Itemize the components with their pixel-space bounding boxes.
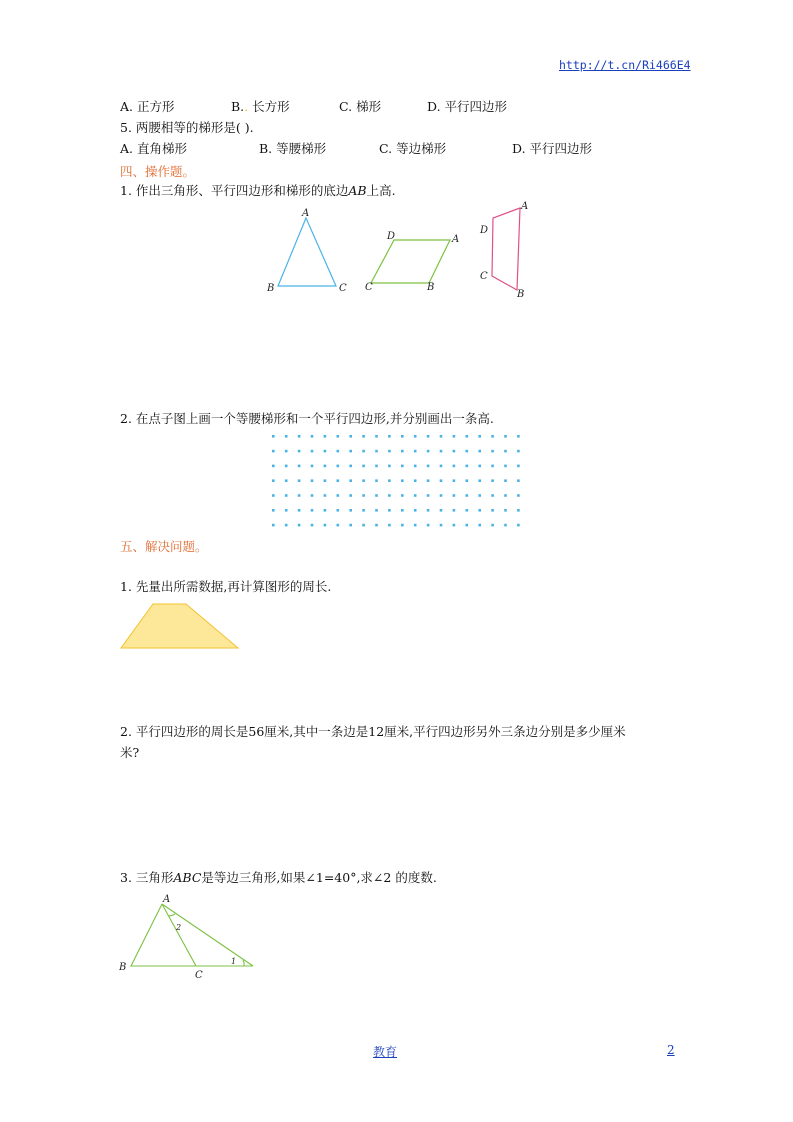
grid-dot — [440, 509, 443, 512]
grid-dot — [427, 435, 430, 438]
grid-dot — [401, 450, 404, 453]
grid-dot — [349, 509, 352, 512]
grid-dot — [491, 524, 494, 527]
grid-dot — [466, 524, 469, 527]
grid-dot — [298, 494, 301, 497]
grid-dot — [440, 479, 443, 482]
grid-dot — [388, 450, 391, 453]
grid-dot — [427, 509, 430, 512]
grid-dot — [414, 509, 417, 512]
grid-dot — [504, 479, 507, 482]
q3-text-end: 是等边三角形,如果∠1=40°,求∠2 的度数. — [201, 870, 437, 885]
section-5-q1: 1. 先量出所需数据,再计算图形的周长. — [120, 579, 332, 594]
grid-dot — [491, 509, 494, 512]
angle-2-arc — [168, 914, 175, 916]
diagonal-line — [162, 904, 253, 966]
label-parallelogram-b: B — [427, 282, 435, 293]
grid-dot — [337, 435, 340, 438]
grid-dot — [466, 479, 469, 482]
q3-text: 3. 三角形 — [120, 870, 174, 885]
grid-dot — [517, 450, 520, 453]
grid-dot — [478, 509, 481, 512]
parallelogram-dabc — [365, 231, 459, 293]
grid-dot — [478, 450, 481, 453]
label-trapezoid-b: B — [517, 289, 525, 300]
grid-dot — [478, 435, 481, 438]
grid-dot — [324, 479, 327, 482]
triangle-abc — [266, 208, 347, 294]
grid-dot — [517, 494, 520, 497]
grid-dot — [388, 494, 391, 497]
label-trapezoid-a: A — [521, 201, 529, 212]
grid-dot — [427, 465, 430, 468]
grid-dot — [414, 465, 417, 468]
grid-dot — [285, 479, 288, 482]
grid-dot — [375, 479, 378, 482]
grid-dot — [504, 494, 507, 497]
grid-dot — [375, 450, 378, 453]
grid-dot — [517, 465, 520, 468]
grid-dot — [298, 435, 301, 438]
grid-dot — [272, 509, 275, 512]
footer-link[interactable]: 教育 — [373, 1045, 398, 1059]
grid-dot — [414, 479, 417, 482]
grid-dot — [337, 509, 340, 512]
grid-dot — [272, 435, 275, 438]
grid-dot — [478, 524, 481, 527]
q4-option-b-text: 长方形 — [252, 99, 290, 114]
angle-1-arc — [243, 960, 244, 966]
grid-dot — [401, 524, 404, 527]
q5-option-b: B. 等腰梯形 — [259, 141, 327, 156]
grid-dot — [401, 479, 404, 482]
grid-dot — [375, 494, 378, 497]
grid-dot — [375, 524, 378, 527]
grid-dot — [298, 450, 301, 453]
q4-option-b: B.. 长方形 — [231, 99, 290, 114]
section-4-q2: 2. 在点子图上画一个等腰梯形和一个平行四边形,并分别画出一条高. — [120, 411, 494, 426]
label-fig3-c: C — [195, 970, 203, 980]
grid-dot — [349, 435, 352, 438]
section-5-q2-line2: 米? — [120, 745, 140, 760]
grid-dot — [349, 465, 352, 468]
grid-dot — [272, 450, 275, 453]
grid-dot — [285, 509, 288, 512]
grid-dot — [401, 509, 404, 512]
label-parallelogram-a: A — [452, 234, 460, 245]
grid-dot — [285, 435, 288, 438]
section-4-title: 四、操作题。 — [120, 164, 196, 179]
trapezoid-adcb — [479, 201, 528, 300]
grid-dot — [362, 479, 365, 482]
label-parallelogram-d: D — [387, 231, 396, 242]
section-4-q1 — [120, 183, 396, 199]
grid-dot — [517, 509, 520, 512]
grid-dot — [453, 465, 456, 468]
grid-dot — [324, 450, 327, 453]
grid-dot — [414, 450, 417, 453]
grid-dot — [298, 465, 301, 468]
grid-dot — [362, 465, 365, 468]
grid-dot — [311, 450, 314, 453]
grid-dot — [453, 435, 456, 438]
grid-dot — [491, 450, 494, 453]
grid-dot — [427, 524, 430, 527]
label-fig3-b: B — [119, 962, 127, 973]
grid-dot — [440, 450, 443, 453]
grid-dot — [504, 524, 507, 527]
figure-triangle-angles — [115, 890, 265, 980]
grid-dot — [285, 494, 288, 497]
grid-dot — [362, 450, 365, 453]
grid-dot — [324, 465, 327, 468]
section-5-q3 — [120, 870, 437, 886]
grid-dot — [427, 450, 430, 453]
grid-dot — [298, 524, 301, 527]
grid-dot — [466, 509, 469, 512]
grid-dot — [349, 450, 352, 453]
grid-dot — [491, 494, 494, 497]
grid-dot — [311, 524, 314, 527]
grid-dot — [324, 494, 327, 497]
grid-dot — [388, 435, 391, 438]
label-triangle-b: B — [267, 283, 275, 294]
grid-dot — [388, 465, 391, 468]
grid-dot — [311, 479, 314, 482]
grid-dot — [388, 524, 391, 527]
label-triangle-a: A — [302, 208, 310, 219]
grid-dot — [504, 465, 507, 468]
grid-dot — [388, 479, 391, 482]
grid-dot — [504, 509, 507, 512]
grid-dot — [453, 524, 456, 527]
grid-dot — [285, 450, 288, 453]
grid-dot — [337, 494, 340, 497]
grid-dot — [401, 494, 404, 497]
label-trapezoid-d: D — [480, 225, 489, 236]
q5-option-c: C. 等边梯形 — [379, 141, 447, 156]
grid-dot — [414, 524, 417, 527]
grid-dot — [401, 465, 404, 468]
grid-dot — [311, 494, 314, 497]
grid-dot — [466, 450, 469, 453]
grid-dot — [324, 509, 327, 512]
grid-dot — [440, 494, 443, 497]
yellow-trapezoid — [118, 600, 243, 652]
grid-dot — [491, 465, 494, 468]
grid-dot — [414, 494, 417, 497]
grid-dot — [491, 479, 494, 482]
grid-dot — [478, 494, 481, 497]
grid-dot — [324, 524, 327, 527]
grid-dot — [272, 465, 275, 468]
grid-dot — [414, 435, 417, 438]
grid-dot — [504, 435, 507, 438]
q4-option-a: A. 正方形 — [120, 99, 175, 114]
label-parallelogram-c: C — [365, 282, 373, 293]
grid-dot — [478, 465, 481, 468]
grid-dot — [504, 450, 507, 453]
label-angle-1: 1 — [231, 957, 237, 966]
page-number: 2 — [667, 1043, 675, 1057]
grid-dot — [388, 509, 391, 512]
label-triangle-c: C — [339, 283, 347, 294]
grid-dot — [311, 509, 314, 512]
grid-dot — [440, 435, 443, 438]
grid-dot — [349, 524, 352, 527]
grid-dot — [440, 524, 443, 527]
grid-dot — [453, 450, 456, 453]
grid-dot — [272, 524, 275, 527]
grid-dot — [324, 435, 327, 438]
grid-dot — [272, 479, 275, 482]
grid-dot — [466, 465, 469, 468]
grid-dot — [311, 435, 314, 438]
q3-variable: ABC — [173, 870, 202, 885]
grid-dot — [285, 465, 288, 468]
q1-variable: AB — [348, 183, 367, 198]
grid-dot — [453, 479, 456, 482]
grid-dot — [298, 479, 301, 482]
header-link[interactable]: http://t.cn/Ri466E4 — [559, 58, 691, 72]
grid-dot — [466, 494, 469, 497]
grid-dot — [311, 465, 314, 468]
q1-text-end: 上高. — [366, 183, 396, 198]
grid-dot — [298, 509, 301, 512]
grid-dot — [362, 435, 365, 438]
label-trapezoid-c: C — [480, 271, 488, 282]
grid-dot — [517, 435, 520, 438]
q5-question: 5. 两腰相等的梯形是( ). — [120, 120, 254, 135]
q1-text: 1. 作出三角形、平行四边形和梯形的底边 — [120, 183, 349, 198]
grid-dot — [349, 479, 352, 482]
grid-dot — [362, 509, 365, 512]
triangle-abc-lines — [131, 904, 196, 966]
q5-option-d: D. 平行四边形 — [512, 141, 593, 156]
grid-dot — [517, 524, 520, 527]
grid-dot — [375, 435, 378, 438]
grid-dot — [427, 494, 430, 497]
figure-shapes — [255, 200, 545, 305]
label-fig3-a: A — [163, 894, 171, 905]
grid-dot — [375, 465, 378, 468]
dot-grid — [268, 430, 526, 530]
grid-dot — [491, 435, 494, 438]
grid-dot — [440, 465, 443, 468]
q5-options — [120, 141, 680, 157]
q5-option-a: A. 直角梯形 — [120, 141, 187, 156]
grid-dot — [517, 479, 520, 482]
q4-option-d: D. 平行四边形 — [427, 99, 508, 114]
grid-dot — [427, 479, 430, 482]
grid-dot — [362, 524, 365, 527]
grid-dot — [478, 479, 481, 482]
grid-dot — [337, 524, 340, 527]
q4-options — [120, 99, 680, 115]
grid-dot — [466, 435, 469, 438]
grid-dot — [285, 524, 288, 527]
q4-option-c: C. 梯形 — [339, 99, 382, 114]
grid-dot — [453, 509, 456, 512]
grid-dot — [337, 479, 340, 482]
grid-dot — [375, 509, 378, 512]
grid-dot — [337, 465, 340, 468]
grid-dot — [349, 494, 352, 497]
grid-dot — [337, 450, 340, 453]
q4-option-b-letter: B. — [231, 99, 245, 114]
grid-dot — [362, 494, 365, 497]
section-5-title: 五、解决问题。 — [120, 539, 208, 554]
grid-dot — [401, 435, 404, 438]
label-angle-2: 2 — [176, 923, 182, 932]
grid-dot — [272, 494, 275, 497]
grid-dot — [453, 494, 456, 497]
section-5-q2-line1: 2. 平行四边形的周长是56厘米,其中一条边是12厘米,平行四边形另外三条边分别是多少厘米 — [120, 724, 626, 739]
